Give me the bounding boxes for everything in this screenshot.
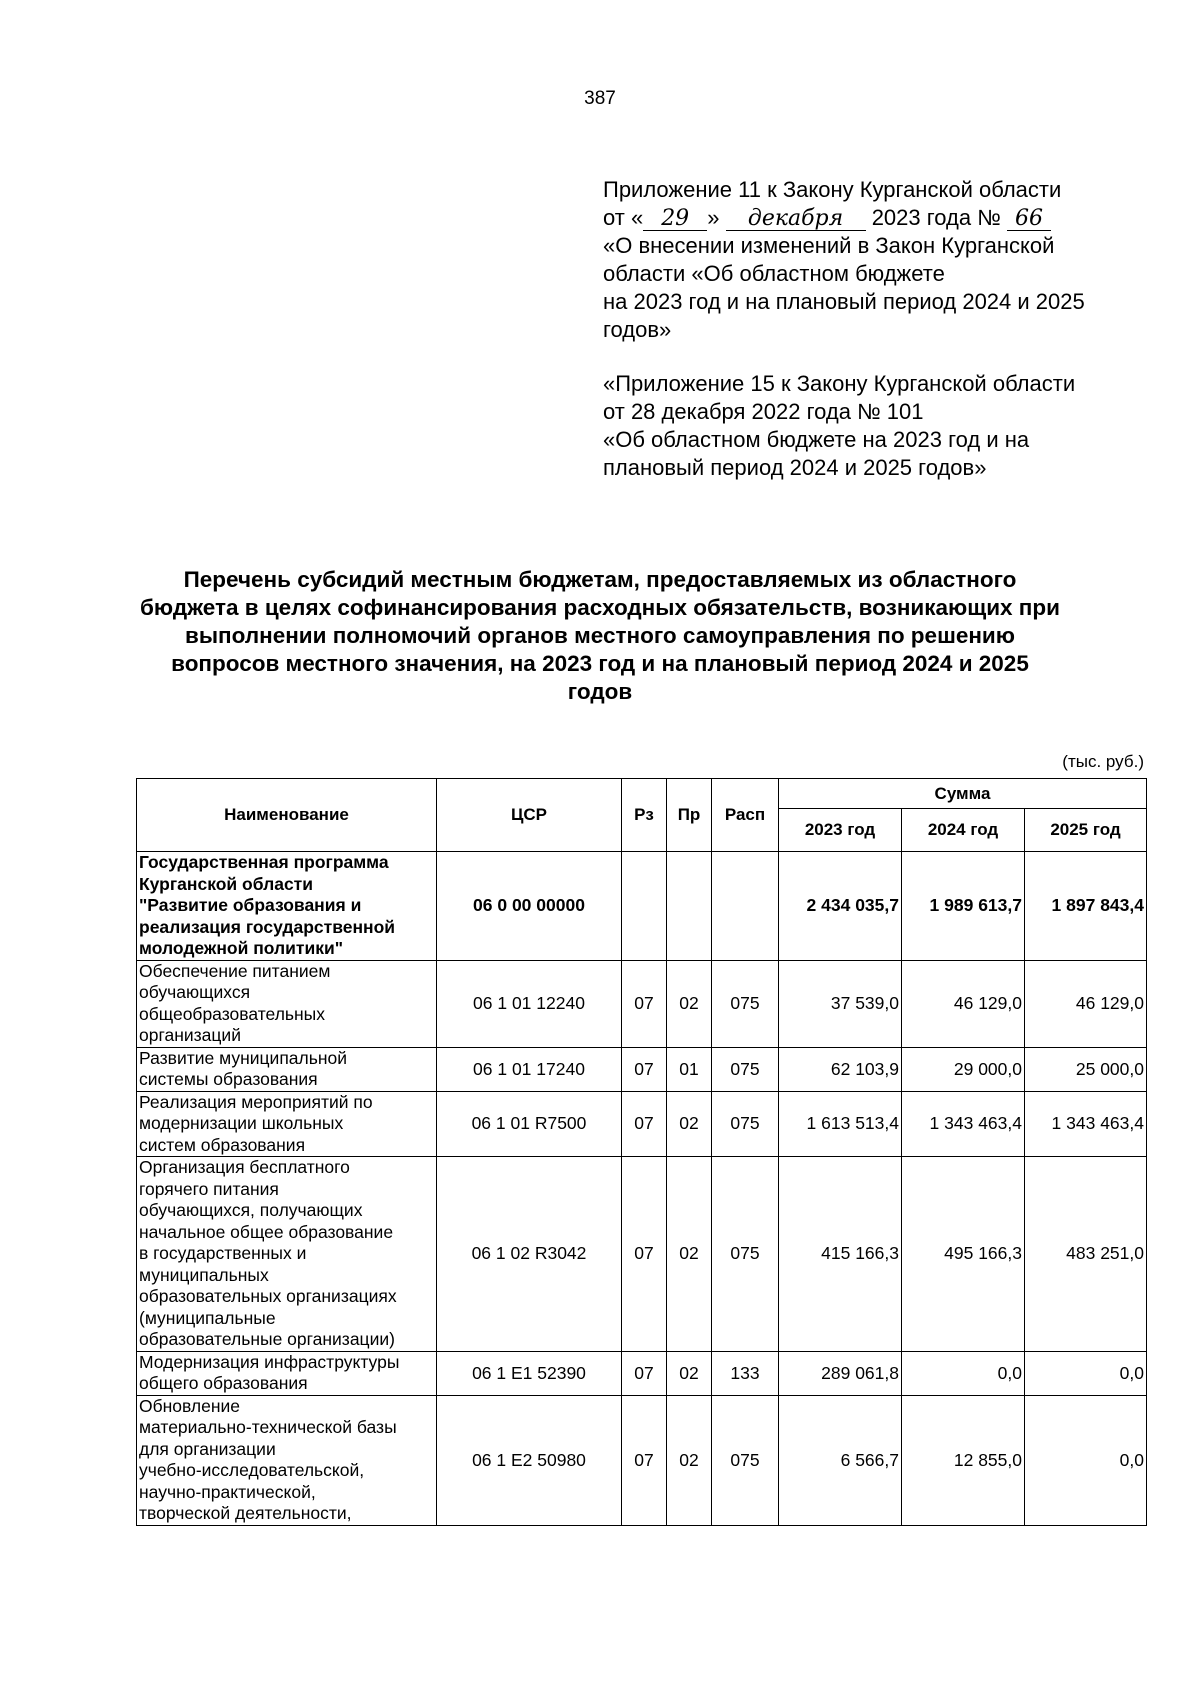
cell-rz: 07 [622, 1047, 667, 1091]
cell-y2023: 62 103,9 [779, 1047, 902, 1091]
cell-name-line: Реализация мероприятий по [139, 1091, 373, 1112]
cell-name [137, 1091, 437, 1157]
cell-rz: 07 [622, 1157, 667, 1352]
cell-name-line: творческой деятельности, [139, 1503, 352, 1523]
cell-name-line: для организации [139, 1438, 276, 1459]
cell-pr: 02 [667, 1157, 712, 1352]
appendix-line-4: на 2023 год и на плановый период 2024 и 2025 [603, 289, 1085, 314]
cell-csr: 06 1 02 R3042 [437, 1157, 622, 1352]
appendix-header [603, 176, 1163, 344]
cell-rasp: 075 [712, 1091, 779, 1157]
table-row [137, 1091, 1147, 1157]
handwritten-day: 29 [643, 208, 707, 231]
header-2024: 2024 год [902, 809, 1025, 852]
title-line-3: выполнении полномочий органов местного самоуправления по решению [185, 623, 1015, 648]
cell-name-line: образовательные организации) [139, 1329, 395, 1349]
cell-name-line: начальное общее образование [139, 1221, 394, 1242]
header-2025: 2025 год [1025, 809, 1147, 852]
cell-name-line: муниципальных [139, 1264, 269, 1285]
cell-rz: 07 [622, 1091, 667, 1157]
cell-name [137, 1395, 437, 1525]
cell-y2025: 46 129,0 [1025, 960, 1147, 1047]
cell-y2024: 0,0 [902, 1351, 1025, 1395]
cell-rz: 07 [622, 1351, 667, 1395]
header-csr: ЦСР [437, 779, 622, 852]
cell-csr: 06 1 01 R7500 [437, 1091, 622, 1157]
cell-rasp: 133 [712, 1351, 779, 1395]
ref-line-4: плановый период 2024 и 2025 годов» [603, 455, 987, 480]
appendix-line-2: «О внесении изменений в Закон Курганской [603, 233, 1055, 258]
appendix-reference [603, 370, 1163, 482]
table-row [137, 852, 1147, 961]
table-row [137, 1395, 1147, 1525]
cell-rasp: 075 [712, 960, 779, 1047]
cell-name-line: горячего питания [139, 1178, 279, 1199]
ref-line-1: «Приложение 15 к Закону Курганской области [603, 371, 1076, 396]
cell-y2023: 1 613 513,4 [779, 1091, 902, 1157]
cell-csr: 06 1 E2 50980 [437, 1395, 622, 1525]
header-sum: Сумма [779, 779, 1147, 809]
cell-name-line: Развитие муниципальной [139, 1047, 348, 1068]
cell-name-line: систем образования [139, 1134, 306, 1155]
appendix-date-line [603, 204, 1163, 232]
table-row [137, 1351, 1147, 1395]
cell-y2024: 1 343 463,4 [902, 1091, 1025, 1157]
cell-name-line: учебно-исследовательской, [139, 1460, 365, 1480]
year-text: 2023 года № [871, 205, 1001, 230]
cell-name-line: Организация бесплатного [139, 1157, 350, 1177]
cell-name-line: образовательных организациях [139, 1286, 397, 1306]
page-number: 387 [584, 88, 616, 109]
cell-pr: 02 [667, 1091, 712, 1157]
table-row [137, 1047, 1147, 1091]
cell-name-line: Курганской области [139, 873, 314, 894]
cell-name-line: обучающихся [139, 982, 251, 1002]
cell-rz [622, 852, 667, 961]
subsidies-table [136, 778, 1147, 1526]
from-prefix: от « [603, 205, 644, 230]
units-label: (тыс. руб.) [1062, 752, 1144, 771]
cell-y2023: 2 434 035,7 [779, 852, 902, 961]
handwritten-month: декабря [726, 208, 866, 231]
header-rz: Рз [622, 779, 667, 852]
header-2023: 2023 год [779, 809, 902, 852]
cell-pr: 02 [667, 1351, 712, 1395]
cell-y2023: 289 061,8 [779, 1351, 902, 1395]
cell-y2023: 415 166,3 [779, 1157, 902, 1352]
cell-y2024: 29 000,0 [902, 1047, 1025, 1091]
cell-name-line: Государственная программа [139, 852, 389, 872]
cell-csr: 06 1 01 12240 [437, 960, 622, 1047]
document-title [120, 566, 1080, 706]
cell-pr: 02 [667, 1395, 712, 1525]
cell-y2025: 1 343 463,4 [1025, 1091, 1147, 1157]
cell-y2024: 1 989 613,7 [902, 852, 1025, 961]
cell-name-line: Обновление [139, 1395, 241, 1416]
cell-name [137, 852, 437, 961]
appendix-line-1: Приложение 11 к Закону Курганской области [603, 177, 1062, 202]
cell-name-line: общеобразовательных [139, 1003, 326, 1024]
handwritten-number: 66 [1007, 208, 1051, 231]
cell-name-line: системы образования [139, 1069, 318, 1089]
cell-rasp [712, 852, 779, 961]
cell-name [137, 960, 437, 1047]
cell-rasp: 075 [712, 1157, 779, 1352]
cell-csr: 06 1 E1 52390 [437, 1351, 622, 1395]
appendix-line-3: области «Об областном бюджете [603, 261, 945, 286]
cell-name [137, 1351, 437, 1395]
cell-rz: 07 [622, 960, 667, 1047]
cell-name-line: организаций [139, 1025, 241, 1045]
cell-name-line: Обеспечение питанием [139, 960, 331, 981]
cell-y2024: 495 166,3 [902, 1157, 1025, 1352]
cell-rasp: 075 [712, 1047, 779, 1091]
cell-y2025: 25 000,0 [1025, 1047, 1147, 1091]
cell-rasp: 075 [712, 1395, 779, 1525]
cell-y2025: 0,0 [1025, 1395, 1147, 1525]
cell-y2025: 483 251,0 [1025, 1157, 1147, 1352]
cell-name-line: реализация государственной [139, 916, 396, 937]
ref-line-2: от 28 декабря 2022 года № 101 [603, 399, 924, 424]
cell-name-line: (муниципальные [139, 1307, 276, 1328]
cell-name-line: "Развитие образования и [139, 895, 362, 915]
cell-name-line: материально-технической базы [139, 1417, 397, 1437]
cell-y2023: 6 566,7 [779, 1395, 902, 1525]
cell-name-line: обучающихся, получающих [139, 1200, 363, 1220]
cell-csr: 06 0 00 00000 [437, 852, 622, 961]
title-line-5: годов [567, 679, 633, 704]
header-name: Наименование [137, 779, 437, 852]
cell-name-line: молодежной политики" [139, 938, 344, 958]
quote-mid: » [707, 205, 720, 230]
table-row [137, 960, 1147, 1047]
cell-name-line: общего образования [139, 1373, 308, 1393]
cell-pr: 02 [667, 960, 712, 1047]
cell-name-line: научно-практической, [139, 1481, 316, 1502]
cell-csr: 06 1 01 17240 [437, 1047, 622, 1091]
ref-line-3: «Об областном бюджете на 2023 год и на [603, 427, 1030, 452]
title-line-2: бюджета в целях софинансирования расходных обязательств, возникающих при [140, 595, 1060, 620]
cell-name [137, 1047, 437, 1091]
cell-name-line: в государственных и [139, 1243, 307, 1263]
cell-pr [667, 852, 712, 961]
cell-name-line: модернизации школьных [139, 1113, 344, 1133]
appendix-line-5: годов» [603, 317, 672, 342]
title-line-1: Перечень субсидий местным бюджетам, предоставляемых из областного [183, 567, 1017, 592]
cell-name-line: Модернизация инфраструктуры [139, 1351, 400, 1372]
cell-y2025: 1 897 843,4 [1025, 852, 1147, 961]
header-rasp: Расп [712, 779, 779, 852]
cell-y2024: 46 129,0 [902, 960, 1025, 1047]
table-row [137, 1157, 1147, 1352]
cell-y2023: 37 539,0 [779, 960, 902, 1047]
title-line-4: вопросов местного значения, на 2023 год и на плановый период 2024 и 2025 [171, 651, 1029, 676]
cell-pr: 01 [667, 1047, 712, 1091]
cell-name [137, 1157, 437, 1352]
cell-rz: 07 [622, 1395, 667, 1525]
header-pr: Пр [667, 779, 712, 852]
cell-y2024: 12 855,0 [902, 1395, 1025, 1525]
cell-y2025: 0,0 [1025, 1351, 1147, 1395]
